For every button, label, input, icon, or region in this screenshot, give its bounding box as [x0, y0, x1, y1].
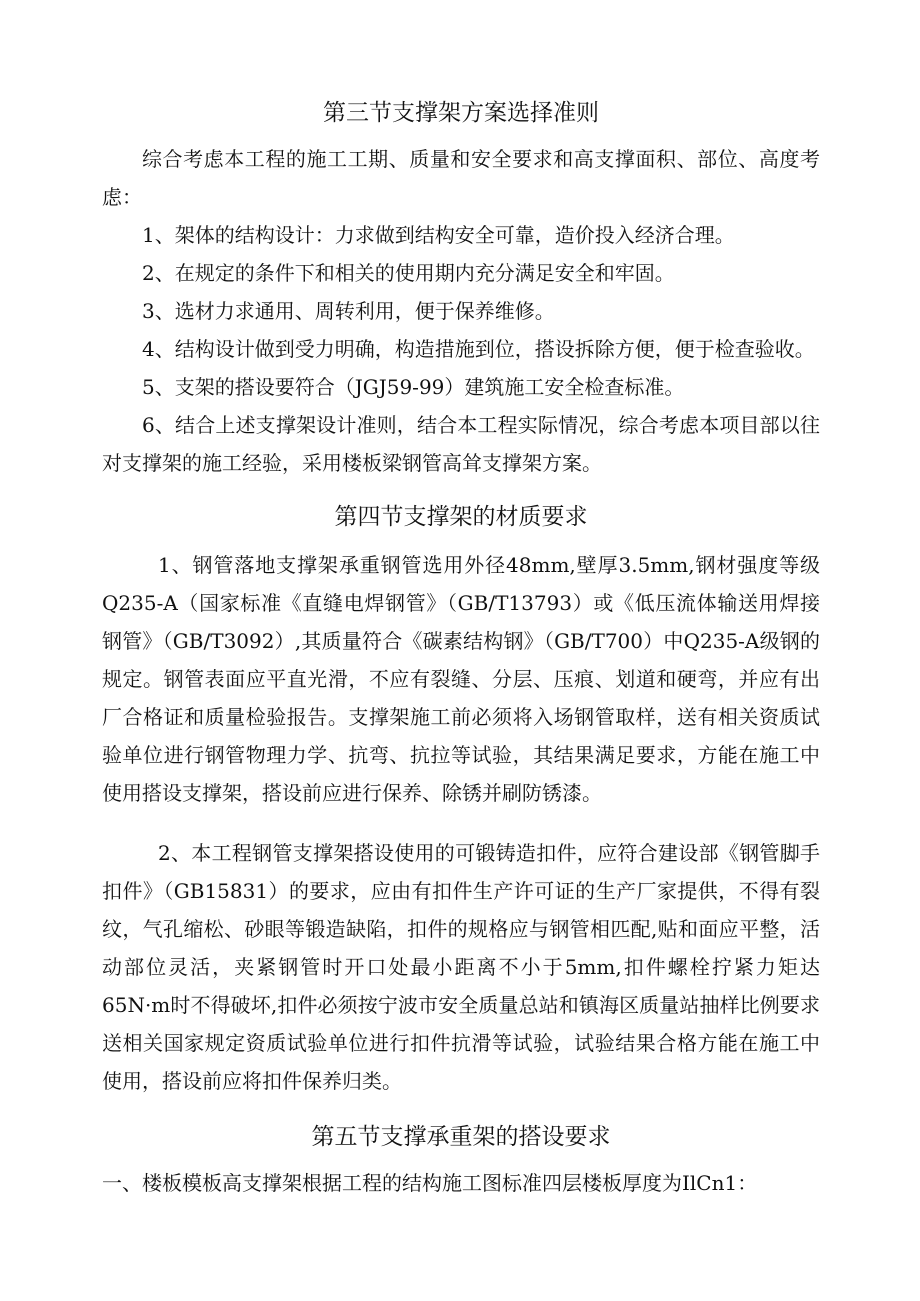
section-3-item-6: 6、结合上述支撑架设计准则，结合本工程实际情况，综合考虑本项目部以往对支撑架的施工经验，采用楼板梁钢管高耸支撑架方案。: [102, 413, 820, 475]
section-4-paragraph-2: 2、本工程钢管支撑架搭设使用的可锻铸造扣件，应符合建设部《钢管脚手扣件》（GB15831）的要求，应由有扣件生产许可证的生产厂家提供，不得有裂纹，气孔缩松、砂眼等锻造缺陷，扣件的规格应与钢管相匹配,贴和面应平整，活动部位灵活，夹紧钢管时开口处最小距离不小于5mm,扣件螺栓拧紧力矩达65N·m时不得破坏,扣件必须按宁波市安全质量总站和镇海区质量站抽样比例要求送相关国家规定资质试验单位进行扣件抗滑等试验，试验结果合格方能在施工中使用，搭设前应将扣件保养归类。: [102, 841, 820, 1093]
section-3-item-2: 2、在规定的条件下和相关的使用期内充分满足安全和牢固。: [142, 261, 675, 285]
section-3-item-1: 1、架体的结构设计：力求做到结构安全可靠，造价投入经济合理。: [142, 223, 735, 247]
section-3-item-3: 3、选材力求通用、周转利用，便于保养维修。: [142, 299, 555, 323]
section-3-item-4: 4、结构设计做到受力明确，构造措施到位，搭设拆除方便，便于检查验收。: [142, 337, 815, 361]
section-3-item-5: 5、支架的搭设要符合（JGJ59-99）建筑施工安全检查标准。: [142, 375, 685, 399]
section-5-title: 第五节支撑承重架的搭设要求: [311, 1124, 611, 1150]
section-3-intro: 综合考虑本工程的施工工期、质量和安全要求和高支撑面积、部位、高度考虑：: [102, 147, 820, 209]
paragraph-gap: [102, 812, 820, 834]
section-3-title: 第三节支撑架方案选择准则: [323, 100, 599, 126]
section-4-paragraph-1: 1、钢管落地支撑架承重钢管选用外径48mm,壁厚3.5mm,钢材强度等级Q235-A（国家标准《直缝电焊钢管》（GB/T13793）或《低压流体输送用焊接钢管》（GB/T3092）,其质量符合《碳素结构钢》（GB/T700）中Q235-A级钢的规定。钢管表面应平直光滑，不应有裂缝、分层、压痕、划道和硬弯，并应有出厂合格证和质量检验报告。支撑架施工前必须将入场钢管取样，送有相关资质试验单位进行钢管物理力学、抗弯、抗拉等试验，其结果满足要求，方能在施工中使用搭设支撑架，搭设前应进行保养、除锈并刷防锈漆。: [102, 553, 820, 805]
section-4-title: 第四节支撑架的材质要求: [334, 504, 588, 530]
section-5-first-line: 一、楼板模板高支撑架根据工程的结构施工图标准四层楼板厚度为IlCn1：: [102, 1171, 758, 1195]
